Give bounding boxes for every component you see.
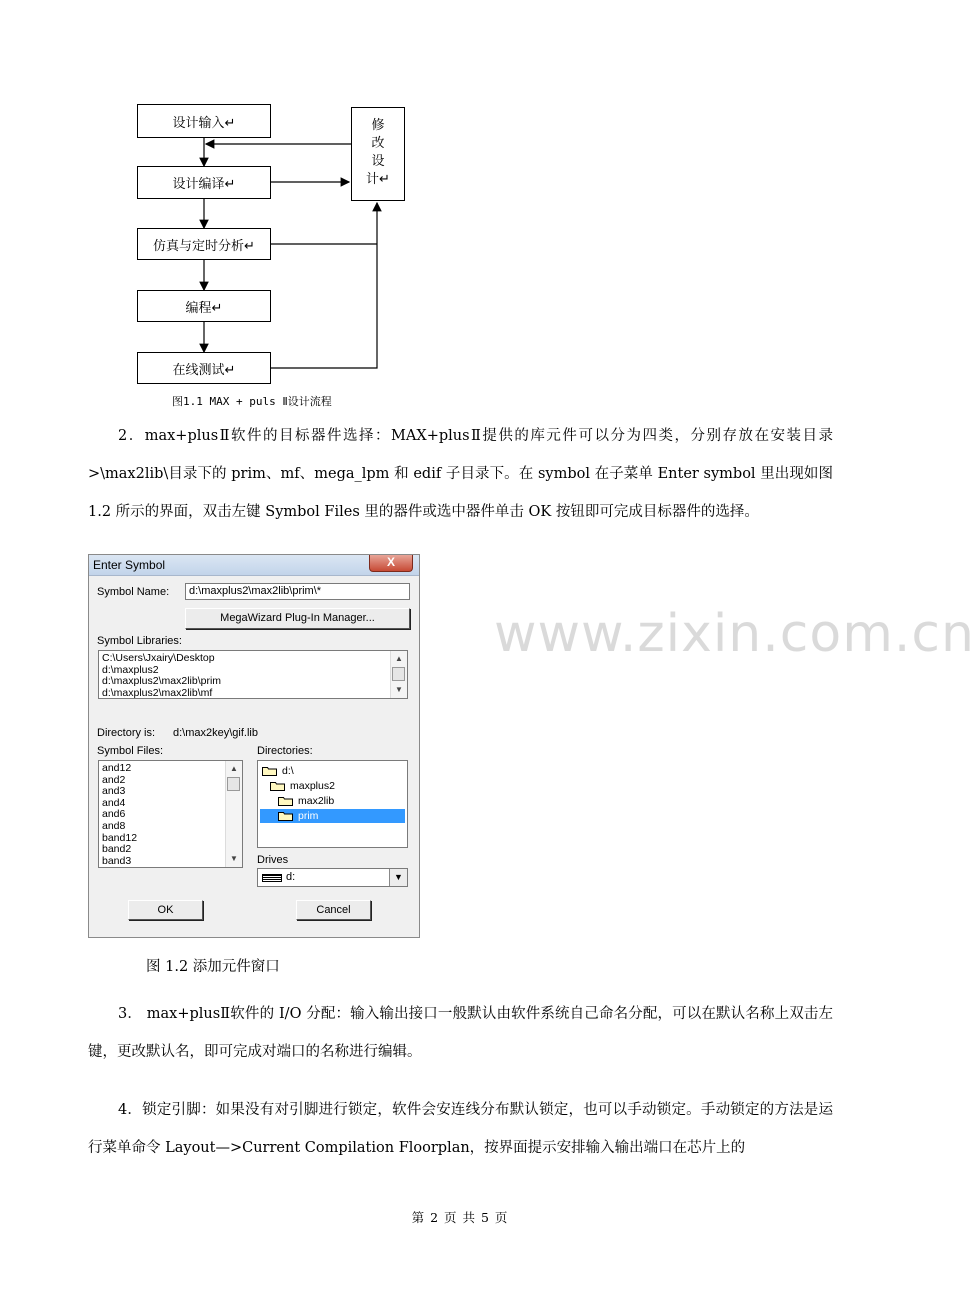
directory-item[interactable]: [270, 779, 335, 793]
drives-label: Drives: [257, 854, 289, 866]
paragraph-2: 2．max+plusⅡ软件的目标器件选择：MAX+plusⅡ提供的库元件可以分为四类，分别存放在安装目录>\max2lib\目录下的 prim、mf、mega_lpm 和 edif 子目录下。在 symbol 在子菜单 Enter symbol 里出现如图 1.2 所示的界面，双击左键 Symbol Files 里的器件或选中器件单击 OK 按钮即可完成目标器件的选择。: [88, 428, 833, 520]
folder-open-icon: [278, 811, 294, 821]
list-item[interactable]: and4: [102, 796, 126, 809]
directory-item[interactable]: [278, 794, 334, 808]
list-item[interactable]: d:\maxplus2\max2lib\mf: [102, 686, 213, 699]
page-footer: 第 2 页 共 5 页: [411, 1210, 509, 1225]
drives-select[interactable]: [257, 868, 408, 887]
paragraph-4: 4．锁定引脚：如果没有对引脚进行锁定，软件会安连线分布默认锁定，也可以手动锁定。手动锁定的方法是运行菜单命令 Layout—>Current Compilation Floorplan，按界面提示安排输入输出端口在芯片上的: [88, 1102, 833, 1156]
symbol-files-list[interactable]: [98, 760, 243, 868]
list-item[interactable]: d:\maxplus2: [102, 663, 159, 676]
symbol-libraries-label: Symbol Libraries:: [97, 635, 182, 647]
symbol-files-scrollbar[interactable]: [225, 761, 242, 867]
scroll-up-icon[interactable]: ▲: [395, 654, 403, 663]
cancel-button[interactable]: Cancel: [296, 900, 371, 920]
scroll-down-icon[interactable]: ▼: [230, 854, 238, 863]
folder-open-icon: [278, 796, 294, 806]
close-icon[interactable]: X: [369, 555, 413, 572]
folder-open-icon: [270, 781, 286, 791]
flow-step-online-test: 在线测试↵: [137, 352, 271, 384]
directory-item[interactable]: [262, 764, 294, 778]
list-item[interactable]: band2: [102, 843, 132, 856]
list-item[interactable]: band12: [102, 831, 138, 844]
directory-label: prim: [298, 810, 319, 822]
symbol-name-label: Symbol Name:: [97, 586, 170, 598]
side-box-char: 修: [371, 118, 385, 133]
directories-label: Directories:: [257, 745, 313, 757]
ok-button[interactable]: OK: [128, 900, 203, 920]
list-item[interactable]: band3: [102, 854, 132, 867]
list-item[interactable]: and8: [102, 819, 126, 832]
directory-is-value: d:\max2key\gif.lib: [173, 727, 258, 739]
line-test-to-modify: [271, 203, 377, 368]
list-item[interactable]: and3: [102, 785, 126, 798]
flow-step-design-input: 设计输入↵: [137, 104, 271, 138]
directory-item-selected[interactable]: [260, 809, 405, 823]
list-item[interactable]: and6: [102, 808, 126, 821]
chevron-down-icon[interactable]: ▼: [389, 869, 407, 886]
symbol-name-input[interactable]: d:\maxplus2\max2lib\prim\*: [185, 583, 410, 600]
symbol-files-label: Symbol Files:: [97, 745, 164, 757]
scroll-down-icon[interactable]: ▼: [395, 685, 403, 694]
side-box-char: 计↵: [366, 172, 390, 187]
dialog-title: Enter Symbol: [93, 558, 166, 572]
megawizard-button[interactable]: MegaWizard Plug-In Manager...: [185, 608, 410, 629]
flow-step-programming: 编程↵: [137, 290, 271, 322]
list-item[interactable]: d:\maxplus2\max2lib\prim: [102, 675, 222, 688]
directory-label: maxplus2: [290, 780, 335, 792]
scroll-thumb[interactable]: [227, 777, 240, 791]
list-item[interactable]: and12: [102, 762, 132, 774]
list-item[interactable]: C:\Users\Jxairy\Desktop: [102, 652, 215, 664]
paragraph-3: 3． max+plusⅡ软件的 I/O 分配：输入输出接口一般默认由软件系统自己命名分配，可以在默认名称上双击左键，更改默认名，即可完成对端口的名称进行编辑。: [88, 1006, 833, 1060]
symbol-libraries-list[interactable]: [98, 650, 408, 699]
list-item[interactable]: and2: [102, 773, 126, 786]
side-box-char: 设: [371, 154, 385, 169]
directory-label: max2lib: [298, 795, 335, 807]
directories-tree[interactable]: [257, 760, 408, 848]
flow-step-simulation: 仿真与定时分析↵: [137, 228, 271, 260]
drive-icon: [262, 874, 282, 882]
drive-value: d:: [286, 871, 296, 883]
flow-side-box-modify-design: [351, 107, 405, 201]
figure-2-caption: 图 1.2 添加元件窗口: [146, 959, 280, 975]
enter-symbol-dialog: [88, 554, 420, 938]
dialog-title-bar: [89, 555, 419, 576]
scroll-thumb[interactable]: [392, 667, 405, 681]
libraries-scrollbar[interactable]: [390, 651, 407, 698]
flow-step-compile: 设计编译↵: [137, 166, 271, 199]
watermark: www.zixin.com.cn: [494, 604, 975, 664]
scroll-up-icon[interactable]: ▲: [230, 764, 238, 773]
side-box-char: 改: [371, 136, 385, 151]
directory-is-label: Directory is:: [97, 727, 156, 739]
folder-open-icon: [262, 766, 278, 776]
directory-label: d:\: [282, 765, 294, 777]
figure-1-caption: 图1.1 MAX + puls Ⅱ设计流程: [172, 395, 332, 408]
